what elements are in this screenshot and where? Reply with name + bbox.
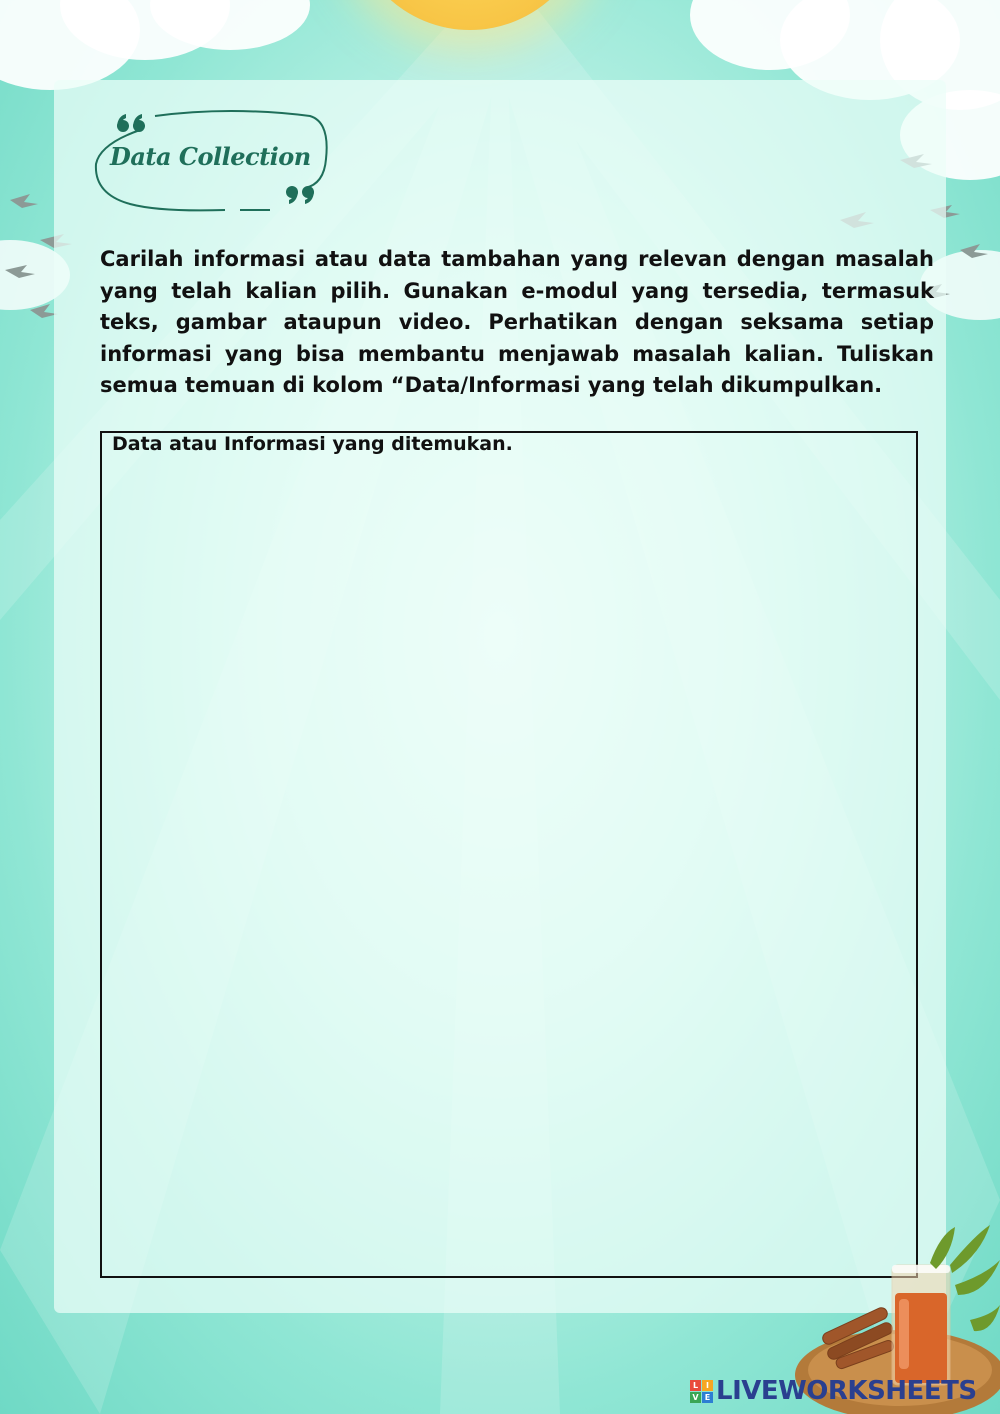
logo-mark-icon: L I V E [690, 1380, 713, 1403]
logo-text: LIVEWORKSHEETS [716, 1376, 977, 1406]
liveworksheets-logo[interactable] [690, 1376, 977, 1406]
page-title: Data Collection [110, 142, 311, 171]
answer-box[interactable] [100, 431, 918, 1278]
answer-box-label: Data atau Informasi yang ditemukan. [112, 433, 513, 455]
close-quote-icon [286, 186, 314, 204]
instructions-text: Carilah informasi atau data tambahan yang relevan dengan masalah yang telah kalian pilih. Gunakan e-modul yang tersedia, termasuk teks, gambar ataupun video. Perhatikan dengan seksama setiap informasi yang bisa membantu menjawab masalah kalian. Tuliskan semua temuan di kolom “Data/Informasi yang telah dikumpulkan. [100, 247, 934, 397]
open-quote-icon [117, 114, 145, 132]
